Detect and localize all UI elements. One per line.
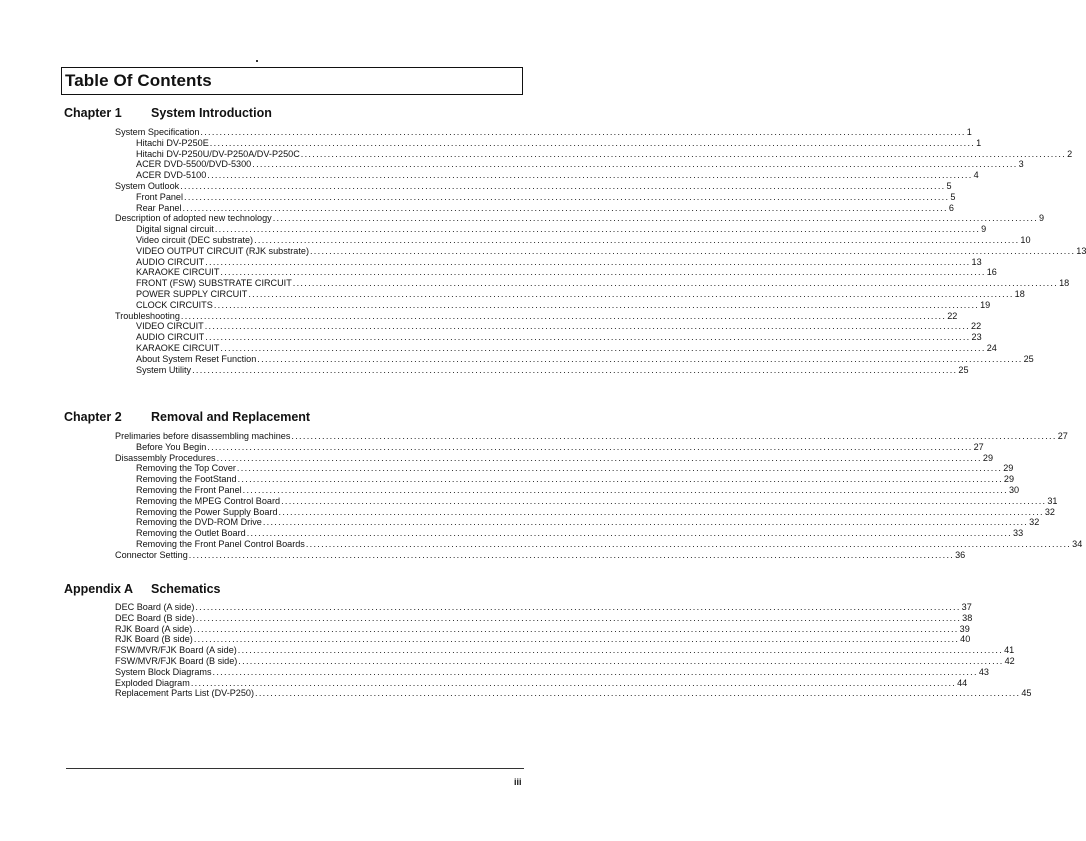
toc-entry[interactable] bbox=[115, 181, 952, 192]
toc-entry-page: 39 bbox=[959, 623, 970, 634]
toc-entry[interactable] bbox=[115, 688, 1032, 699]
toc-entry-label: Connector Setting bbox=[115, 549, 188, 560]
dot-leader: ........................................................................................................................................................................................................ bbox=[205, 256, 971, 267]
toc-entry-page: 32 bbox=[1044, 506, 1055, 517]
dot-leader: ........................................................................................................................................................................................................ bbox=[309, 245, 1076, 256]
toc-entry-label: Removing the Power Supply Board bbox=[136, 506, 278, 517]
toc-entry-label: AUDIO CIRCUIT bbox=[136, 332, 205, 343]
toc-entry-page: 6 bbox=[948, 202, 954, 213]
toc-entry[interactable] bbox=[115, 666, 989, 678]
dot-leader: ........................................................................................................................................................................................................ bbox=[237, 645, 1004, 656]
toc-entry-page: 43 bbox=[978, 666, 989, 677]
toc-entry-label: About System Reset Function bbox=[136, 353, 257, 364]
toc-entry[interactable] bbox=[115, 623, 970, 635]
toc-entry-label: Removing the Top Cover bbox=[136, 463, 236, 474]
toc-entry-page: 2 bbox=[1067, 148, 1073, 159]
toc-entry-page: 24 bbox=[986, 343, 997, 353]
toc-entry-label: RJK Board (A side) bbox=[115, 623, 193, 634]
toc-entry-page: 13 bbox=[1076, 245, 1086, 256]
toc-entry-page: 25 bbox=[1023, 353, 1034, 364]
toc-entry-label: Hitachi DV-P250U/DV-P250A/DV-P250C bbox=[136, 148, 300, 159]
dot-leader: ........................................................................................................................................................................................................ bbox=[220, 343, 986, 353]
toc-entry-page: 41 bbox=[1004, 645, 1015, 656]
toc-entry[interactable] bbox=[136, 495, 1058, 507]
toc-entry-page: 36 bbox=[955, 549, 966, 560]
toc-entry[interactable] bbox=[115, 549, 966, 561]
dot-leader: ........................................................................................................................................................................................................ bbox=[195, 602, 961, 612]
toc-entry[interactable] bbox=[136, 278, 1070, 289]
dot-leader: ........................................................................................................................................................................................................ bbox=[204, 321, 971, 332]
toc-entry[interactable] bbox=[136, 267, 997, 278]
toc-entry[interactable] bbox=[136, 224, 987, 235]
toc-entry-page: 45 bbox=[1021, 688, 1032, 699]
toc-entry-label: FSW/MVR/FJK Board (A side) bbox=[115, 645, 237, 656]
toc-entry-page: 13 bbox=[971, 256, 982, 267]
toc-entry-label: Hitachi DV-P250E bbox=[136, 137, 209, 148]
toc-entry-label: Description of adopted new technology bbox=[115, 213, 272, 224]
dot-leader: ........................................................................................................................................................................................................ bbox=[278, 506, 1044, 517]
chapter-name: Removal and Replacement bbox=[151, 410, 311, 424]
chapter-name: System Introduction bbox=[151, 106, 272, 120]
toc-entry-page: 18 bbox=[1059, 278, 1070, 289]
toc-entry[interactable] bbox=[115, 656, 1015, 667]
dot-leader: ........................................................................................................................................................................................................ bbox=[255, 688, 1021, 699]
toc-entry[interactable] bbox=[136, 343, 997, 354]
toc-entry-page: 25 bbox=[958, 364, 969, 375]
toc-entry-page: 27 bbox=[1057, 431, 1068, 441]
toc-entry-label: System Utility bbox=[136, 364, 192, 375]
toc-entry-page: 5 bbox=[950, 191, 956, 202]
toc-entry[interactable] bbox=[115, 634, 971, 645]
dot-leader: ........................................................................................................................................................................................................ bbox=[180, 310, 947, 321]
toc-entry-page: 1 bbox=[966, 127, 972, 137]
toc-entry[interactable] bbox=[136, 245, 1086, 257]
toc-entry-label: Troubleshooting bbox=[115, 310, 180, 321]
dot-leader: ........................................................................................................................................................................................................ bbox=[193, 623, 959, 634]
dot-leader: ........................................................................................................................................................................................................ bbox=[184, 191, 950, 202]
toc-entry-label: System Block Diagrams bbox=[115, 666, 212, 677]
toc-entry[interactable] bbox=[136, 463, 1014, 474]
toc-entry-page: 22 bbox=[947, 310, 958, 321]
toc-entry[interactable] bbox=[136, 191, 956, 203]
toc-entry-page: 22 bbox=[971, 321, 982, 332]
toc-entry-label: KARAOKE CIRCUIT bbox=[136, 267, 220, 278]
toc-entry[interactable] bbox=[136, 159, 1024, 170]
toc-entry[interactable] bbox=[136, 364, 969, 376]
toc-entry-page: 19 bbox=[980, 299, 991, 310]
chapter-number: Chapter 1 bbox=[64, 106, 122, 120]
dot-leader: ........................................................................................................................................................................................................ bbox=[207, 170, 973, 181]
toc-entry-label: Removing the FootStand bbox=[136, 474, 237, 485]
toc-entry-label: Video circuit (DEC substrate) bbox=[136, 235, 254, 245]
toc-entry[interactable] bbox=[136, 170, 979, 181]
footer-rule bbox=[66, 768, 524, 769]
dot-leader: ........................................................................................................................................................................................................ bbox=[305, 539, 1072, 549]
dot-leader: ........................................................................................................................................................................................................ bbox=[272, 213, 1039, 224]
toc-entry[interactable] bbox=[136, 289, 1025, 300]
toc-entry-label: System Outlook bbox=[115, 181, 180, 191]
toc-entry-page: 31 bbox=[1047, 495, 1058, 506]
toc-entry[interactable] bbox=[136, 256, 982, 268]
toc-entry-label: VIDEO OUTPUT CIRCUIT (RJK substrate) bbox=[136, 245, 309, 256]
toc-entry[interactable] bbox=[136, 148, 1073, 160]
toc-entry-label: Rear Panel bbox=[136, 202, 182, 213]
toc-entry-page: 18 bbox=[1014, 289, 1025, 299]
toc-entry[interactable] bbox=[136, 353, 1034, 365]
toc-entry[interactable] bbox=[136, 235, 1031, 246]
toc-entry-label: Replacement Parts List (DV-P250) bbox=[115, 688, 254, 699]
chapter-number: Chapter 2 bbox=[64, 410, 122, 424]
toc-entry-page: 29 bbox=[982, 452, 994, 463]
toc-entry-label: KARAOKE CIRCUIT bbox=[136, 343, 220, 353]
toc-entry[interactable] bbox=[115, 645, 1015, 656]
dot-leader: ........................................................................................................................................................................................................ bbox=[192, 364, 958, 375]
toc-entry[interactable] bbox=[136, 299, 991, 311]
dot-leader: ........................................................................................................................................................................................................ bbox=[257, 353, 1023, 364]
toc-entry[interactable] bbox=[136, 539, 1083, 550]
dot-leader: ........................................................................................................................................................................................................ bbox=[193, 634, 960, 645]
toc-entry[interactable] bbox=[136, 202, 954, 214]
toc-entry-page: 33 bbox=[1013, 528, 1024, 539]
dot-leader: ........................................................................................................................................................................................................ bbox=[195, 612, 962, 623]
toc-entry-label: Exploded Diagram bbox=[115, 677, 190, 688]
toc-entry[interactable] bbox=[115, 452, 994, 464]
dot-leader: ........................................................................................................................................................................................................ bbox=[238, 656, 1004, 666]
toc-entry-label: Removing the Front Panel bbox=[136, 485, 242, 495]
toc-entry-label: System Specification bbox=[115, 127, 200, 137]
toc-entry-page: 32 bbox=[1029, 517, 1040, 528]
chapter-name: Schematics bbox=[151, 582, 221, 596]
toc-entry-page: 44 bbox=[957, 677, 968, 688]
toc-entry-page: 3 bbox=[1018, 159, 1024, 170]
toc-entry-page: 38 bbox=[962, 612, 973, 623]
dot-leader: ........................................................................................................................................................................................................ bbox=[237, 474, 1003, 485]
toc-entry-label: Removing the Front Panel Control Boards bbox=[136, 539, 305, 549]
toc-entry[interactable] bbox=[115, 127, 972, 138]
toc-entry-page: 30 bbox=[1008, 485, 1020, 495]
toc-entry-label: VIDEO CIRCUIT bbox=[136, 321, 204, 332]
dot-leader: ........................................................................................................................................................................................................ bbox=[212, 666, 978, 677]
dot-leader: ........................................................................................................................................................................................................ bbox=[213, 299, 980, 310]
toc-entry-page: 27 bbox=[973, 441, 984, 452]
toc-entry-page: 34 bbox=[1072, 539, 1083, 549]
toc-entry-label: Before You Begin bbox=[136, 441, 207, 452]
dot-leader: ........................................................................................................................................................................................................ bbox=[262, 517, 1029, 528]
dot-leader: ........................................................................................................................................................................................................ bbox=[205, 332, 971, 343]
toc-entry-label: Removing the Outlet Board bbox=[136, 528, 246, 539]
toc-entry-label: Front Panel bbox=[136, 191, 184, 202]
toc-entry-label: DEC Board (B side) bbox=[115, 612, 195, 623]
toc-entry-label: FSW/MVR/FJK Board (B side) bbox=[115, 656, 238, 666]
toc-entry-page: 29 bbox=[1003, 463, 1014, 474]
dot-leader: ........................................................................................................................................................................................................ bbox=[281, 495, 1047, 506]
dot-leader: ........................................................................................................................................................................................................ bbox=[252, 159, 1018, 170]
dot-leader: ........................................................................................................................................................................................................ bbox=[220, 267, 986, 278]
dot-leader: ........................................................................................................................................................................................................ bbox=[180, 181, 946, 191]
toc-entry-page: 4 bbox=[973, 170, 979, 181]
page-title: Table Of Contents bbox=[65, 71, 212, 90]
dot-leader: ........................................................................................................................................................................................................ bbox=[254, 235, 1020, 245]
dot-leader: ........................................................................................................................................................................................................ bbox=[291, 431, 1057, 441]
dot-leader: ........................................................................................................................................................................................................ bbox=[300, 148, 1067, 159]
toc-entry-label: POWER SUPPLY CIRCUIT bbox=[136, 289, 248, 299]
dot-leader: ........................................................................................................................................................................................................ bbox=[200, 127, 966, 137]
toc-entry-label: Prelimaries before disassembling machines bbox=[115, 431, 291, 441]
dot-leader: ........................................................................................................................................................................................................ bbox=[248, 289, 1014, 299]
dot-leader: ........................................................................................................................................................................................................ bbox=[182, 202, 948, 213]
toc-entry-page: 23 bbox=[971, 332, 982, 343]
dot-leader: ........................................................................................................................................................................................................ bbox=[236, 463, 1003, 474]
toc-entry-label: AUDIO CIRCUIT bbox=[136, 256, 205, 267]
toc-entry[interactable] bbox=[115, 213, 1045, 224]
toc-entry-page: 16 bbox=[986, 267, 997, 278]
dot-leader: ........................................................................................................................................................................................................ bbox=[188, 549, 955, 560]
toc-entry-page: 5 bbox=[946, 181, 952, 191]
dot-leader: ........................................................................................................................................................................................................ bbox=[292, 278, 1059, 289]
toc-entry[interactable] bbox=[136, 528, 1024, 539]
toc-entry-label: Removing the DVD-ROM Drive bbox=[136, 517, 262, 528]
page-number: iii bbox=[514, 777, 522, 787]
toc-entry-page: 9 bbox=[1039, 213, 1045, 224]
dot-leader: ........................................................................................................................................................................................................ bbox=[209, 137, 976, 148]
toc-entry-page: 9 bbox=[981, 224, 987, 235]
toc-entry-label: Disassembly Procedures bbox=[115, 452, 216, 463]
toc-entry[interactable] bbox=[136, 474, 1015, 485]
toc-entry[interactable] bbox=[115, 677, 968, 689]
toc-entry-label: Digital signal circuit bbox=[136, 224, 214, 235]
toc-entry[interactable] bbox=[115, 602, 972, 613]
toc-entry[interactable] bbox=[136, 321, 982, 332]
toc-entry[interactable] bbox=[136, 485, 1020, 496]
toc-entry-label: DEC Board (A side) bbox=[115, 602, 195, 612]
toc-title-box bbox=[61, 67, 523, 95]
scan-speck bbox=[256, 60, 258, 62]
toc-entry-label: ACER DVD-5500/DVD-5300 bbox=[136, 159, 252, 170]
toc-entry[interactable] bbox=[136, 441, 984, 453]
toc-entry-label: FRONT (FSW) SUBSTRATE CIRCUIT bbox=[136, 278, 292, 289]
dot-leader: ........................................................................................................................................................................................................ bbox=[214, 224, 981, 235]
toc-entry[interactable] bbox=[136, 506, 1055, 518]
toc-entry-page: 29 bbox=[1003, 474, 1015, 485]
dot-leader: ........................................................................................................................................................................................................ bbox=[242, 485, 1008, 495]
toc-entry[interactable] bbox=[136, 332, 982, 343]
toc-entry-page: 37 bbox=[961, 602, 972, 612]
toc-entry-page: 40 bbox=[960, 634, 971, 645]
toc-entry-label: CLOCK CIRCUITS bbox=[136, 299, 213, 310]
toc-entry[interactable] bbox=[115, 612, 973, 624]
toc-entry-label: ACER DVD-5100 bbox=[136, 170, 207, 181]
toc-entry-label: Removing the MPEG Control Board bbox=[136, 495, 281, 506]
toc-entry[interactable] bbox=[136, 517, 1040, 528]
toc-entry-page: 10 bbox=[1020, 235, 1031, 245]
toc-entry[interactable] bbox=[115, 431, 1068, 442]
dot-leader: ........................................................................................................................................................................................................ bbox=[190, 677, 957, 688]
chapter-number: Appendix A bbox=[64, 582, 133, 596]
toc-entry-page: 1 bbox=[976, 137, 982, 148]
toc-entry-label: RJK Board (B side) bbox=[115, 634, 193, 645]
toc-entry-page: 42 bbox=[1004, 656, 1015, 666]
dot-leader: ........................................................................................................................................................................................................ bbox=[216, 452, 982, 463]
dot-leader: ........................................................................................................................................................................................................ bbox=[207, 441, 973, 452]
toc-entry[interactable] bbox=[115, 310, 958, 322]
toc-entry[interactable] bbox=[136, 137, 982, 149]
dot-leader: ........................................................................................................................................................................................................ bbox=[246, 528, 1013, 539]
